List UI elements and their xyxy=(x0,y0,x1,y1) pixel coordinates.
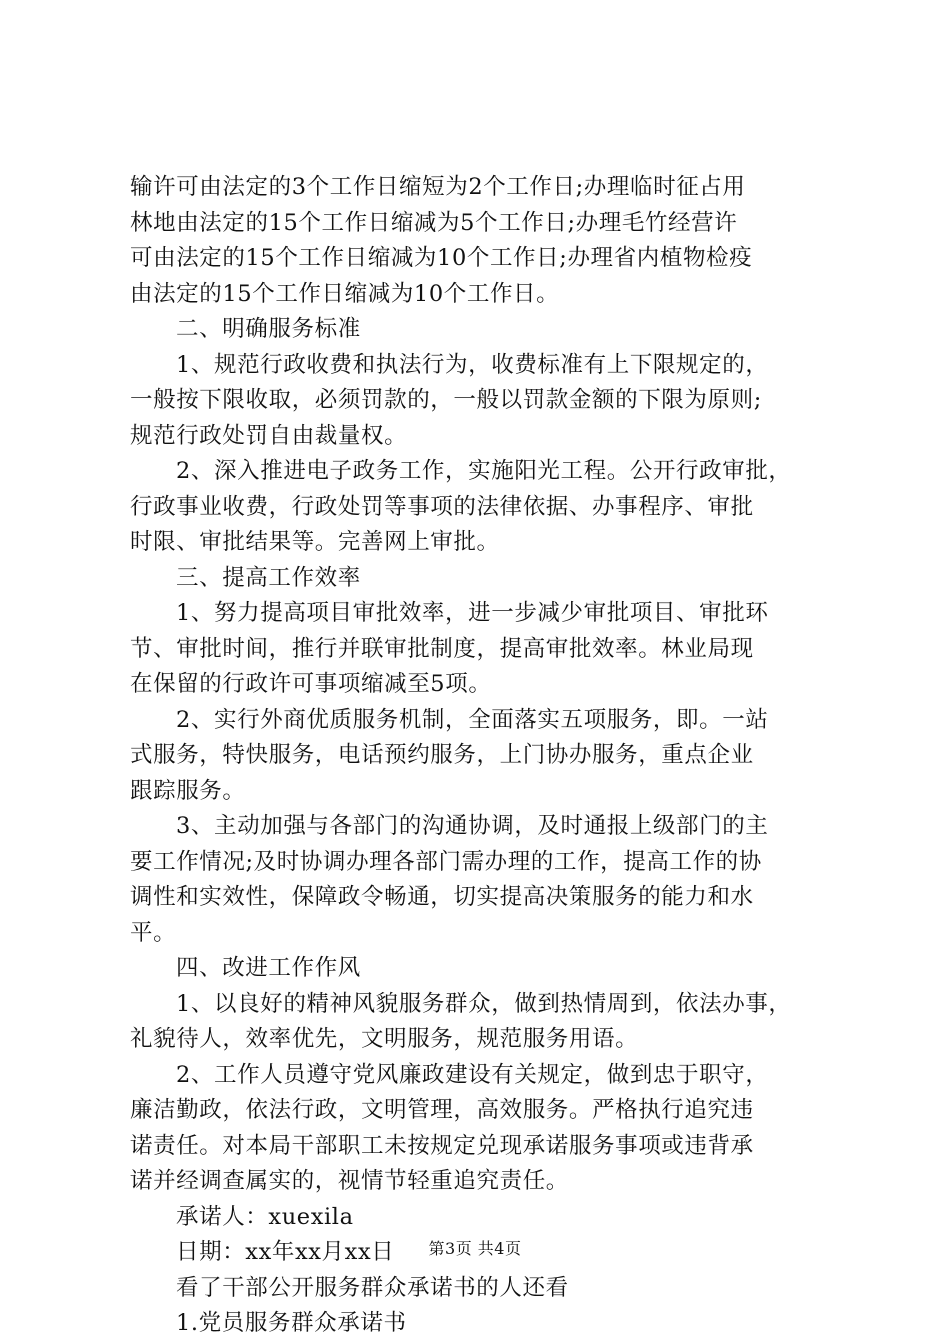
text-line: 看了干部公开服务群众承诺书的人还看 xyxy=(176,1274,569,1301)
text-line: 1、规范行政收费和执法行为，收费标准有上下限规定的， xyxy=(176,351,769,378)
text-line: 诺责任。对本局干部职工未按规定兑现承诺服务事项或违背承 xyxy=(130,1132,754,1159)
text-line: 林地由法定的15个工作日缩减为5个工作日;办理毛竹经营许 xyxy=(130,209,738,236)
text-line: 输许可由法定的3个工作日缩短为2个工作日;办理临时征占用 xyxy=(130,174,746,200)
text-line: 调性和实效性，保障政令畅通，切实提高决策服务的能力和水 xyxy=(130,884,754,910)
text-line: 2、工作人员遵守党风廉政建设有关规定，做到忠于职守， xyxy=(176,1061,769,1088)
text-line: 2、深入推进电子政务工作，实施阳光工程。公开行政审批， xyxy=(176,458,792,484)
text-line: 要工作情况;及时协调办理各部门需办理的工作，提高工作的协 xyxy=(130,848,762,875)
text-line: 四、改进工作作风 xyxy=(176,955,361,981)
text-line: 时限、审批结果等。完善网上审批。 xyxy=(130,529,500,555)
text-line: 跟踪服务。 xyxy=(130,777,246,804)
text-line: 节、审批时间，推行并联审批制度，提高审批效率。林业局现 xyxy=(130,635,754,662)
text-line: 1.党员服务群众承诺书 xyxy=(176,1310,407,1336)
text-line: 一般按下限收取，必须罚款的，一般以罚款金额的下限为原则; xyxy=(130,387,762,413)
text-line: 由法定的15个工作日缩减为10个工作日。 xyxy=(130,280,560,307)
text-line: 三、提高工作效率 xyxy=(176,564,361,591)
text-line: 承诺人：xuexila xyxy=(176,1203,354,1230)
text-line: 日期：xx年xx月xx日 xyxy=(176,1239,395,1265)
text-line: 在保留的行政许可事项缩减至5项。 xyxy=(130,671,492,697)
text-line: 行政事业收费，行政处罚等事项的法律依据、办事程序、审批 xyxy=(130,493,754,520)
text-line: 诺并经调查属实的，视情节轻重追究责任。 xyxy=(130,1168,569,1194)
text-line: 1、努力提高项目审批效率，进一步减少审批项目、审批环 xyxy=(176,600,769,626)
text-line: 式服务，特快服务，电话预约服务，上门协办服务，重点企业 xyxy=(130,742,754,768)
text-line: 规范行政处罚自由裁量权。 xyxy=(130,422,408,449)
text-line: 3、主动加强与各部门的沟通协调，及时通报上级部门的主 xyxy=(176,813,769,839)
text-line: 二、明确服务标准 xyxy=(176,316,361,342)
text-line: 平。 xyxy=(130,919,177,946)
document-body xyxy=(130,170,830,1342)
text-line: 1、以良好的精神风貌服务群众，做到热情周到，依法办事， xyxy=(176,990,792,1017)
text-line: 礼貌待人，效率优先，文明服务，规范服务用语。 xyxy=(130,1026,639,1052)
page-footer: 第3页 共4页 xyxy=(428,1239,522,1258)
text-line: 可由法定的15个工作日缩减为10个工作日;办理省内植物检疫 xyxy=(130,245,753,271)
text-line: 2、实行外商优质服务机制，全面落实五项服务，即。一站 xyxy=(176,706,769,733)
text-line: 廉洁勤政，依法行政，文明管理，高效服务。严格执行追究违 xyxy=(130,1097,754,1123)
